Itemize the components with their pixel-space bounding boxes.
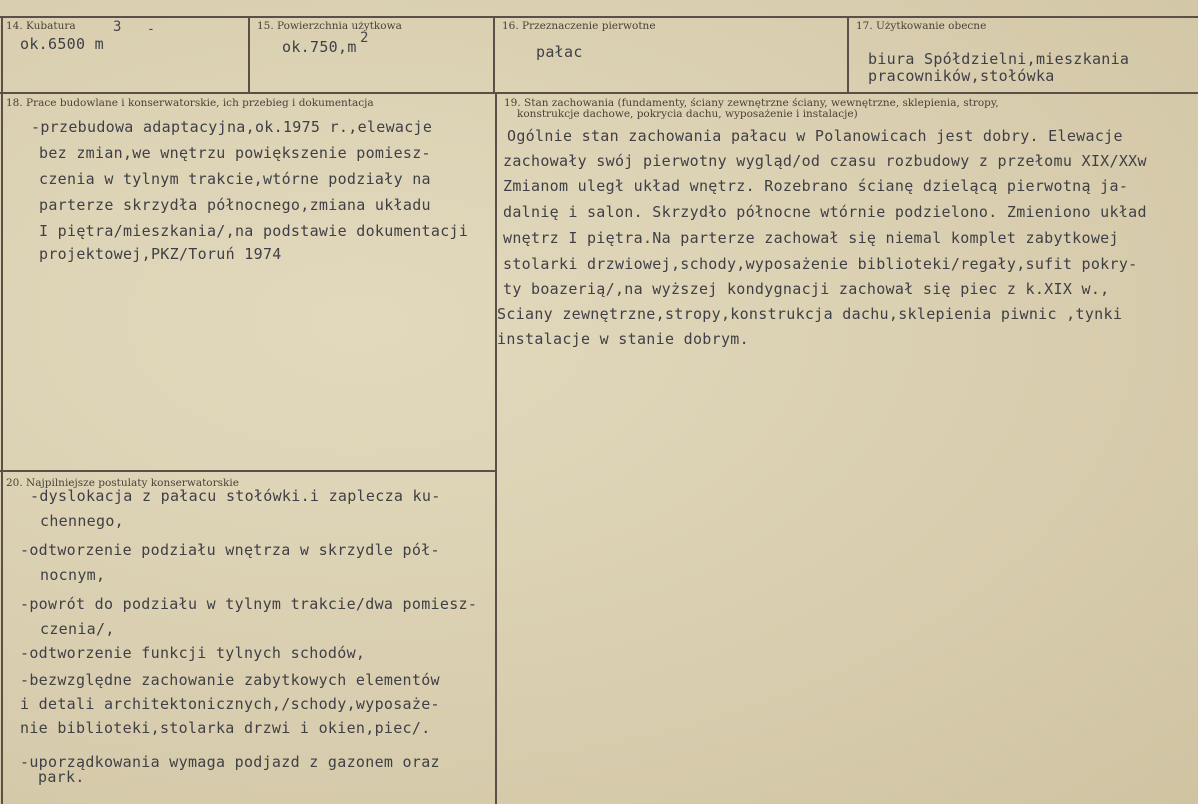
field-19-stan-zachowania — [497, 93, 1198, 804]
field-20-postulaty — [0, 471, 495, 804]
field-17-line: pracowników,stołówka — [868, 67, 1055, 85]
field-19-line: Zmianom uległ układ wnętrz. Rozebrano ścianę dzielącą pierwotną ja- — [503, 177, 1129, 195]
field-19-line: zachowały swój pierwotny wygląd/od czasu rozbudowy z przełomu XIX/XXw — [503, 152, 1147, 170]
field-20-line: -bezwzględne zachowanie zabytkowych elementów — [20, 671, 440, 689]
field-19-line: ty boazerią/,na wyższej kondygnacji zachował się piec z k.XIX w., — [503, 280, 1110, 298]
field-18-prace-budowlane — [0, 93, 495, 470]
field-15-value: ok.750,m — [282, 38, 357, 56]
field-17-line: biura Spółdzielni,mieszkania — [868, 50, 1130, 68]
field-20-line: park. — [38, 768, 85, 786]
field-15-label: 15. Powierzchnia użytkowa — [257, 20, 402, 32]
field-20-line: czenia/, — [40, 620, 115, 638]
field-17-uzytkowanie — [848, 16, 1198, 92]
field-14-value: ok.6500 m — [20, 35, 104, 53]
field-20-line: nocnym, — [40, 566, 106, 584]
field-19-line: instalacje w stanie dobrym. — [497, 330, 749, 348]
field-19-line: dalnię i salon. Skrzydło północne wtórnie podzielono. Zmieniono układ — [503, 203, 1147, 221]
field-16-przeznaczenie — [494, 16, 847, 92]
field-20-line: nie biblioteki,stolarka drzwi i okien,piec/. — [20, 719, 431, 737]
field-20-line: -dyslokacja z pałacu stołówki.i zaplecza ku- — [30, 487, 441, 505]
field-19-line: wnętrz I piętra.Na parterze zachował się niemal komplet zabytkowej — [503, 229, 1119, 247]
field-20-line: i detali architektonicznych,/schody,wyposaże- — [20, 695, 440, 713]
field-19-line: Ogólnie stan zachowania pałacu w Polanowicach jest dobry. Elewacje — [507, 127, 1123, 145]
field-20-line: chennego, — [40, 512, 124, 530]
field-18-line: bez zmian,we wnętrzu powiększenie pomiesz- — [39, 144, 431, 162]
field-18-line: czenia w tylnym trakcie,wtórne podziały na — [39, 170, 431, 188]
field-19-label-cont: konstrukcje dachowe, pokrycia dachu, wyposażenie i instalacje) — [517, 108, 858, 120]
field-14-label: 14. Kubatura — [6, 20, 76, 32]
field-18-line: projektowej,PKZ/Toruń 1974 — [39, 245, 282, 263]
field-16-value: pałac — [536, 43, 583, 61]
field-18-line: -przebudowa adaptacyjna,ok.1975 r.,elewacje — [31, 118, 433, 136]
field-19-label: 19. Stan zachowania (fundamenty, ściany zewnętrzne ściany, wewnętrzne, sklepienia, stropy, — [504, 97, 999, 109]
field-15-superscript: 2 — [360, 30, 369, 46]
field-17-label: 17. Użytkowanie obecne — [856, 20, 987, 32]
field-19-line: stolarki drzwiowej,schody,wyposażenie biblioteki/regały,sufit pokry- — [503, 255, 1138, 273]
field-16-label: 16. Przeznaczenie pierwotne — [502, 20, 656, 32]
field-18-line: parterze skrzydła północnego,zmiana układu — [39, 196, 431, 214]
field-18-label: 18. Prace budowlane i konserwatorskie, ich przebieg i dokumentacja — [6, 97, 374, 109]
field-18-line: I piętra/mieszkania/,na podstawie dokumentacji — [39, 222, 469, 240]
field-20-line: -powrót do podziału w tylnym trakcie/dwa pomiesz- — [20, 595, 478, 613]
field-20-line: -uporządkowania wymaga podjazd z gazonem oraz — [20, 753, 440, 771]
field-14-kubatura — [0, 16, 248, 92]
field-14-mark: - — [147, 22, 155, 37]
field-20-label: 20. Najpilniejsze postulaty konserwatorskie — [6, 477, 239, 489]
field-15-powierzchnia — [249, 16, 493, 92]
field-19-line: Sciany zewnętrzne,stropy,konstrukcja dachu,sklepienia piwnic ,tynki — [497, 305, 1123, 323]
field-14-superscript: 3 — [113, 19, 122, 35]
field-20-line: -odtworzenie podziału wnętrza w skrzydle pół- — [20, 541, 440, 559]
field-20-line: -odtworzenie funkcji tylnych schodów, — [20, 644, 366, 662]
